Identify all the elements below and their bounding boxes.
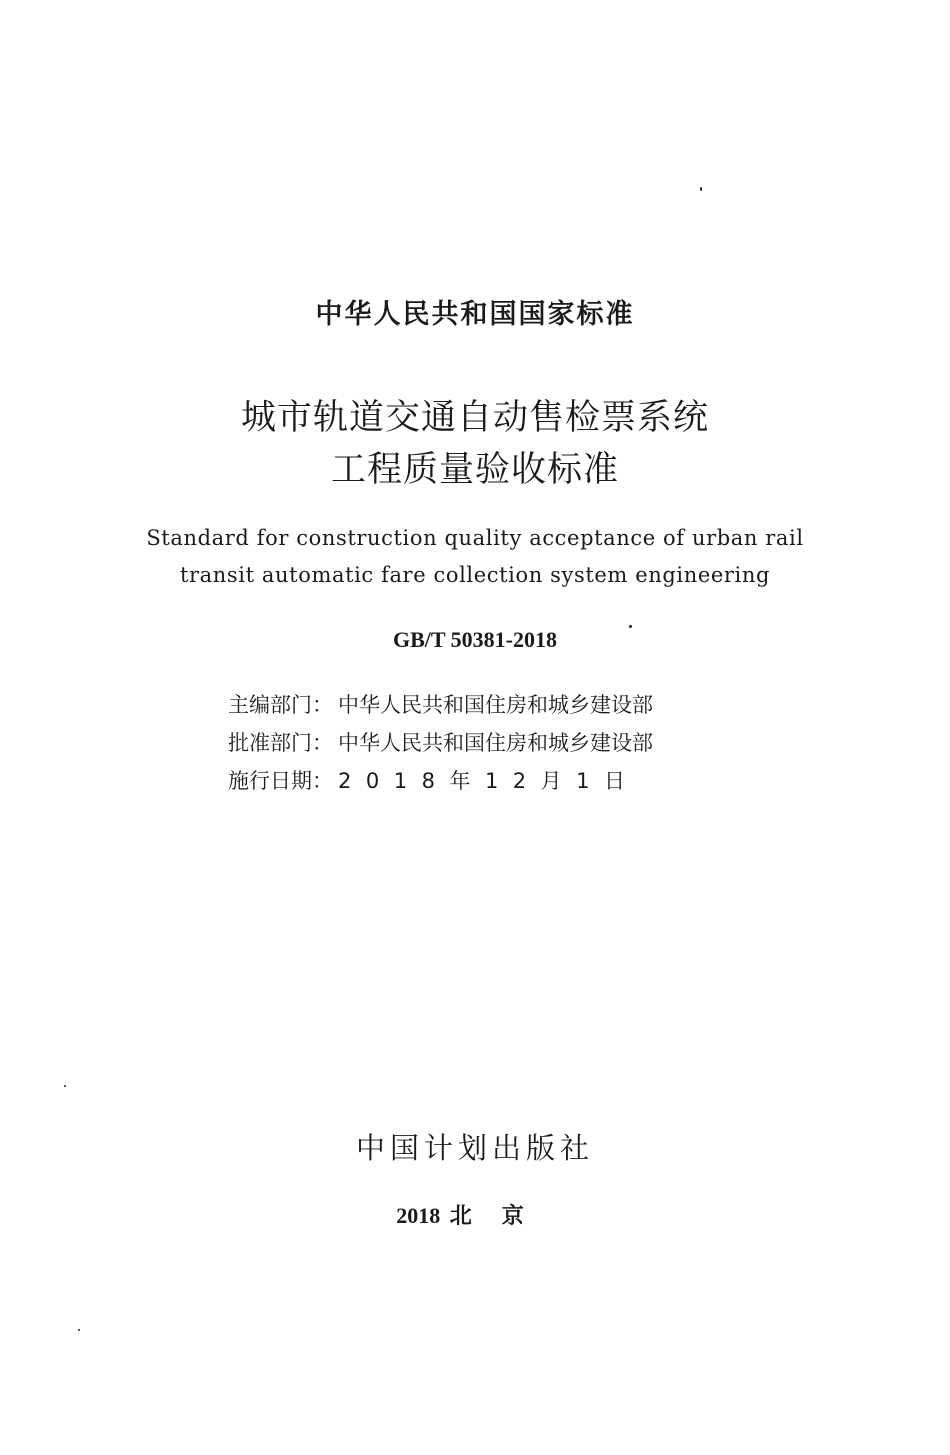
scan-speck: [700, 187, 702, 191]
publisher-name: 中国计划出版社: [355, 1131, 594, 1165]
publication-city: 北京: [449, 1204, 554, 1229]
scan-speck: [78, 1329, 80, 1331]
publication-year: 2018: [396, 1203, 441, 1228]
chief-editor-row: [228, 689, 653, 719]
scan-speck: [629, 625, 632, 628]
scan-speck: [64, 1085, 66, 1087]
approval-row: [228, 727, 653, 757]
effective-date-value: 2018年12月1日: [338, 769, 640, 793]
effective-date-label: 施行日期：: [228, 769, 333, 793]
approval-label: 批准部门：: [228, 731, 333, 755]
english-title-line-2: transit automatic fare collection system engineering: [179, 563, 771, 587]
effective-date-row: [228, 765, 640, 795]
chief-editor-value: 中华人民共和国住房和城乡建设部: [338, 693, 653, 717]
standard-code: GB/T 50381-2018: [392, 627, 557, 652]
chief-editor-label: 主编部门：: [228, 693, 333, 717]
publication-place: [0, 1199, 950, 1230]
national-standard-heading: 中华人民共和国国家标准: [315, 299, 635, 330]
title-line-2: 工程质量验收标准: [330, 450, 619, 490]
title-line-1: 城市轨道交通自动售检票系统: [240, 398, 709, 438]
approval-value: 中华人民共和国住房和城乡建设部: [338, 731, 653, 755]
english-title-line-1: Standard for construction quality acceptance of urban rail: [146, 526, 804, 550]
